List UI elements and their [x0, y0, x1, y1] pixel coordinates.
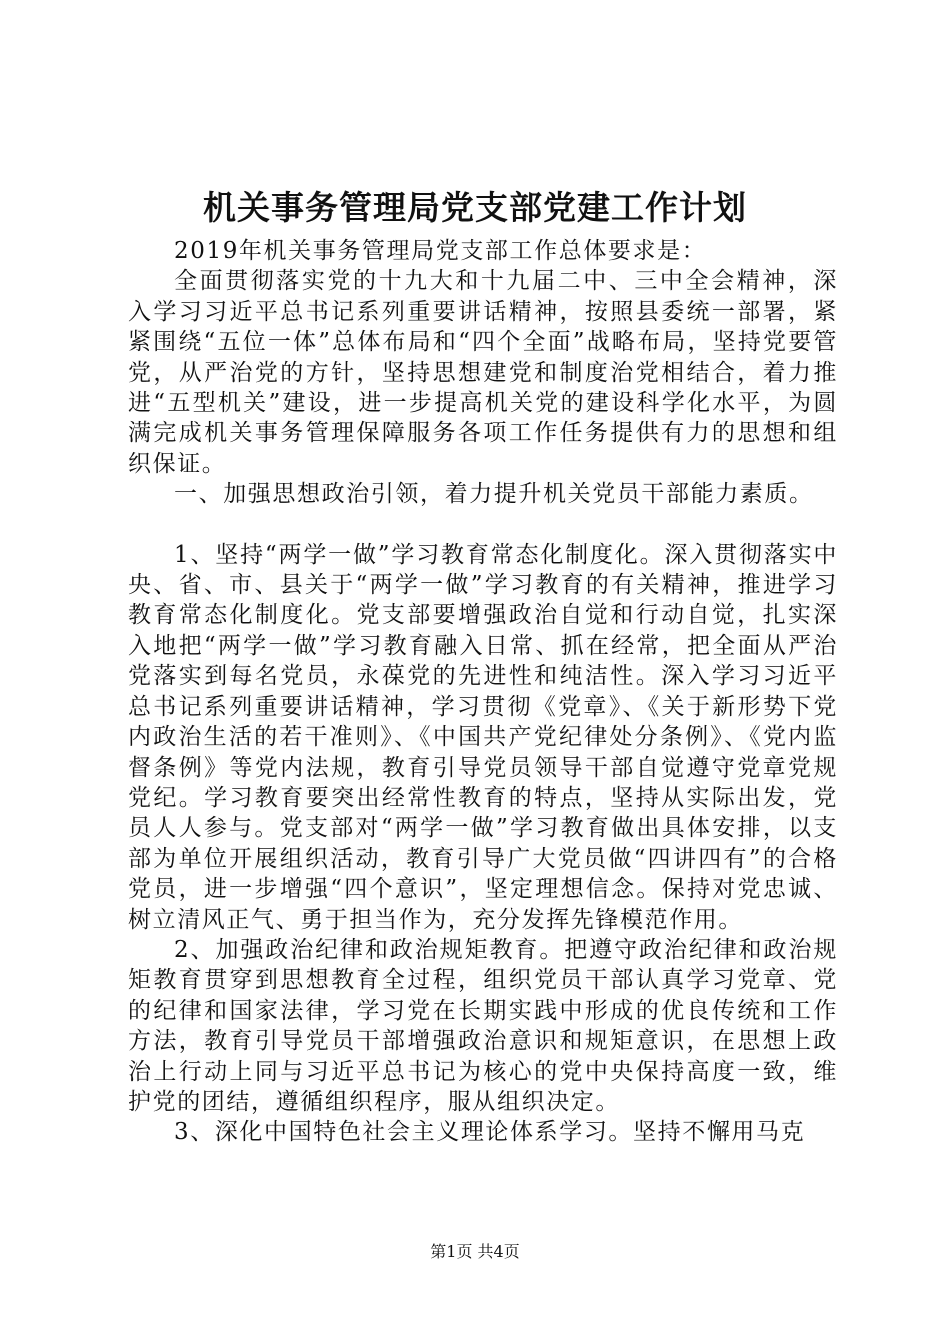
paragraph-intro: 2019年机关事务管理局党支部工作总体要求是：	[174, 238, 707, 264]
paragraph-item-3: 3、深化中国特色社会主义理论体系学习。坚持不懈用马克	[174, 1119, 806, 1146]
section-heading-1: 一、加强思想政治引领，着力提升机关党员干部能力素质。	[174, 481, 814, 508]
document-body	[128, 236, 838, 1148]
page-footer: 第1页 共4页	[430, 1242, 520, 1261]
paragraph-item-2: 2、加强政治纪律和政治规矩教育。把遵守政治纪律和政治规矩教育贯穿到思想教育全过程，组织党员干部认真学习党章、党的纪律和国家法律，学习党在长期实践中形成的优良传统和工作方法，教育引导党员干部增强政治意识和规矩意识，在思想上政治上行动上同与习近平总书记为核心的党中央保持高度一致，维护党的团结，遵循组织程序，服从组织决定。	[128, 936, 838, 1115]
paragraph-requirements: 全面贯彻落实党的十九大和十九届二中、三中全会精神，深入学习习近平总书记系列重要讲话精神，按照县委统一部署，紧紧围绕“五位一体”总体布局和“四个全面”战略布局，坚持党要管党，从严治党的方针，坚持思想建党和制度治党相结合，着力推进“五型机关”建设，进一步提高机关党的建设科学化水平，为圆满完成机关事务管理保障服务各项工作任务提供有力的思想和组织保证。	[128, 268, 838, 477]
paragraph-item-1: 1、坚持“两学一做”学习教育常态化制度化。深入贯彻落实中央、省、市、县关于“两学一做”学习教育的有关精神，推进学习教育常态化制度化。党支部要增强政治自觉和行动自觉，扎实深入地把“两学一做”学习教育融入日常、抓在经常，把全面从严治党落实到每名党员，永葆党的先进性和纯洁性。深入学习习近平总书记系列重要讲话精神，学习贯彻《党章》、《关于新形势下党内政治生活的若干准则》、《中国共产党纪律处分条例》、《党内监督条例》等党内法规，教育引导党员领导干部自觉遵守党章党规党纪。学习教育要突出经常性教育的特点，坚持从实际出发，党员人人参与。党支部对“两学一做”学习教育做出具体安排，以支部为单位开展组织活动，教育引导广大党员做“四讲四有”的合格党员，进一步增强“四个意识”，坚定理想信念。保持对党忠诚、树立清风正气、勇于担当作为，充分发挥先锋模范作用。	[128, 541, 838, 933]
document-title: 机关事务管理局党支部党建工作计划	[203, 188, 747, 227]
